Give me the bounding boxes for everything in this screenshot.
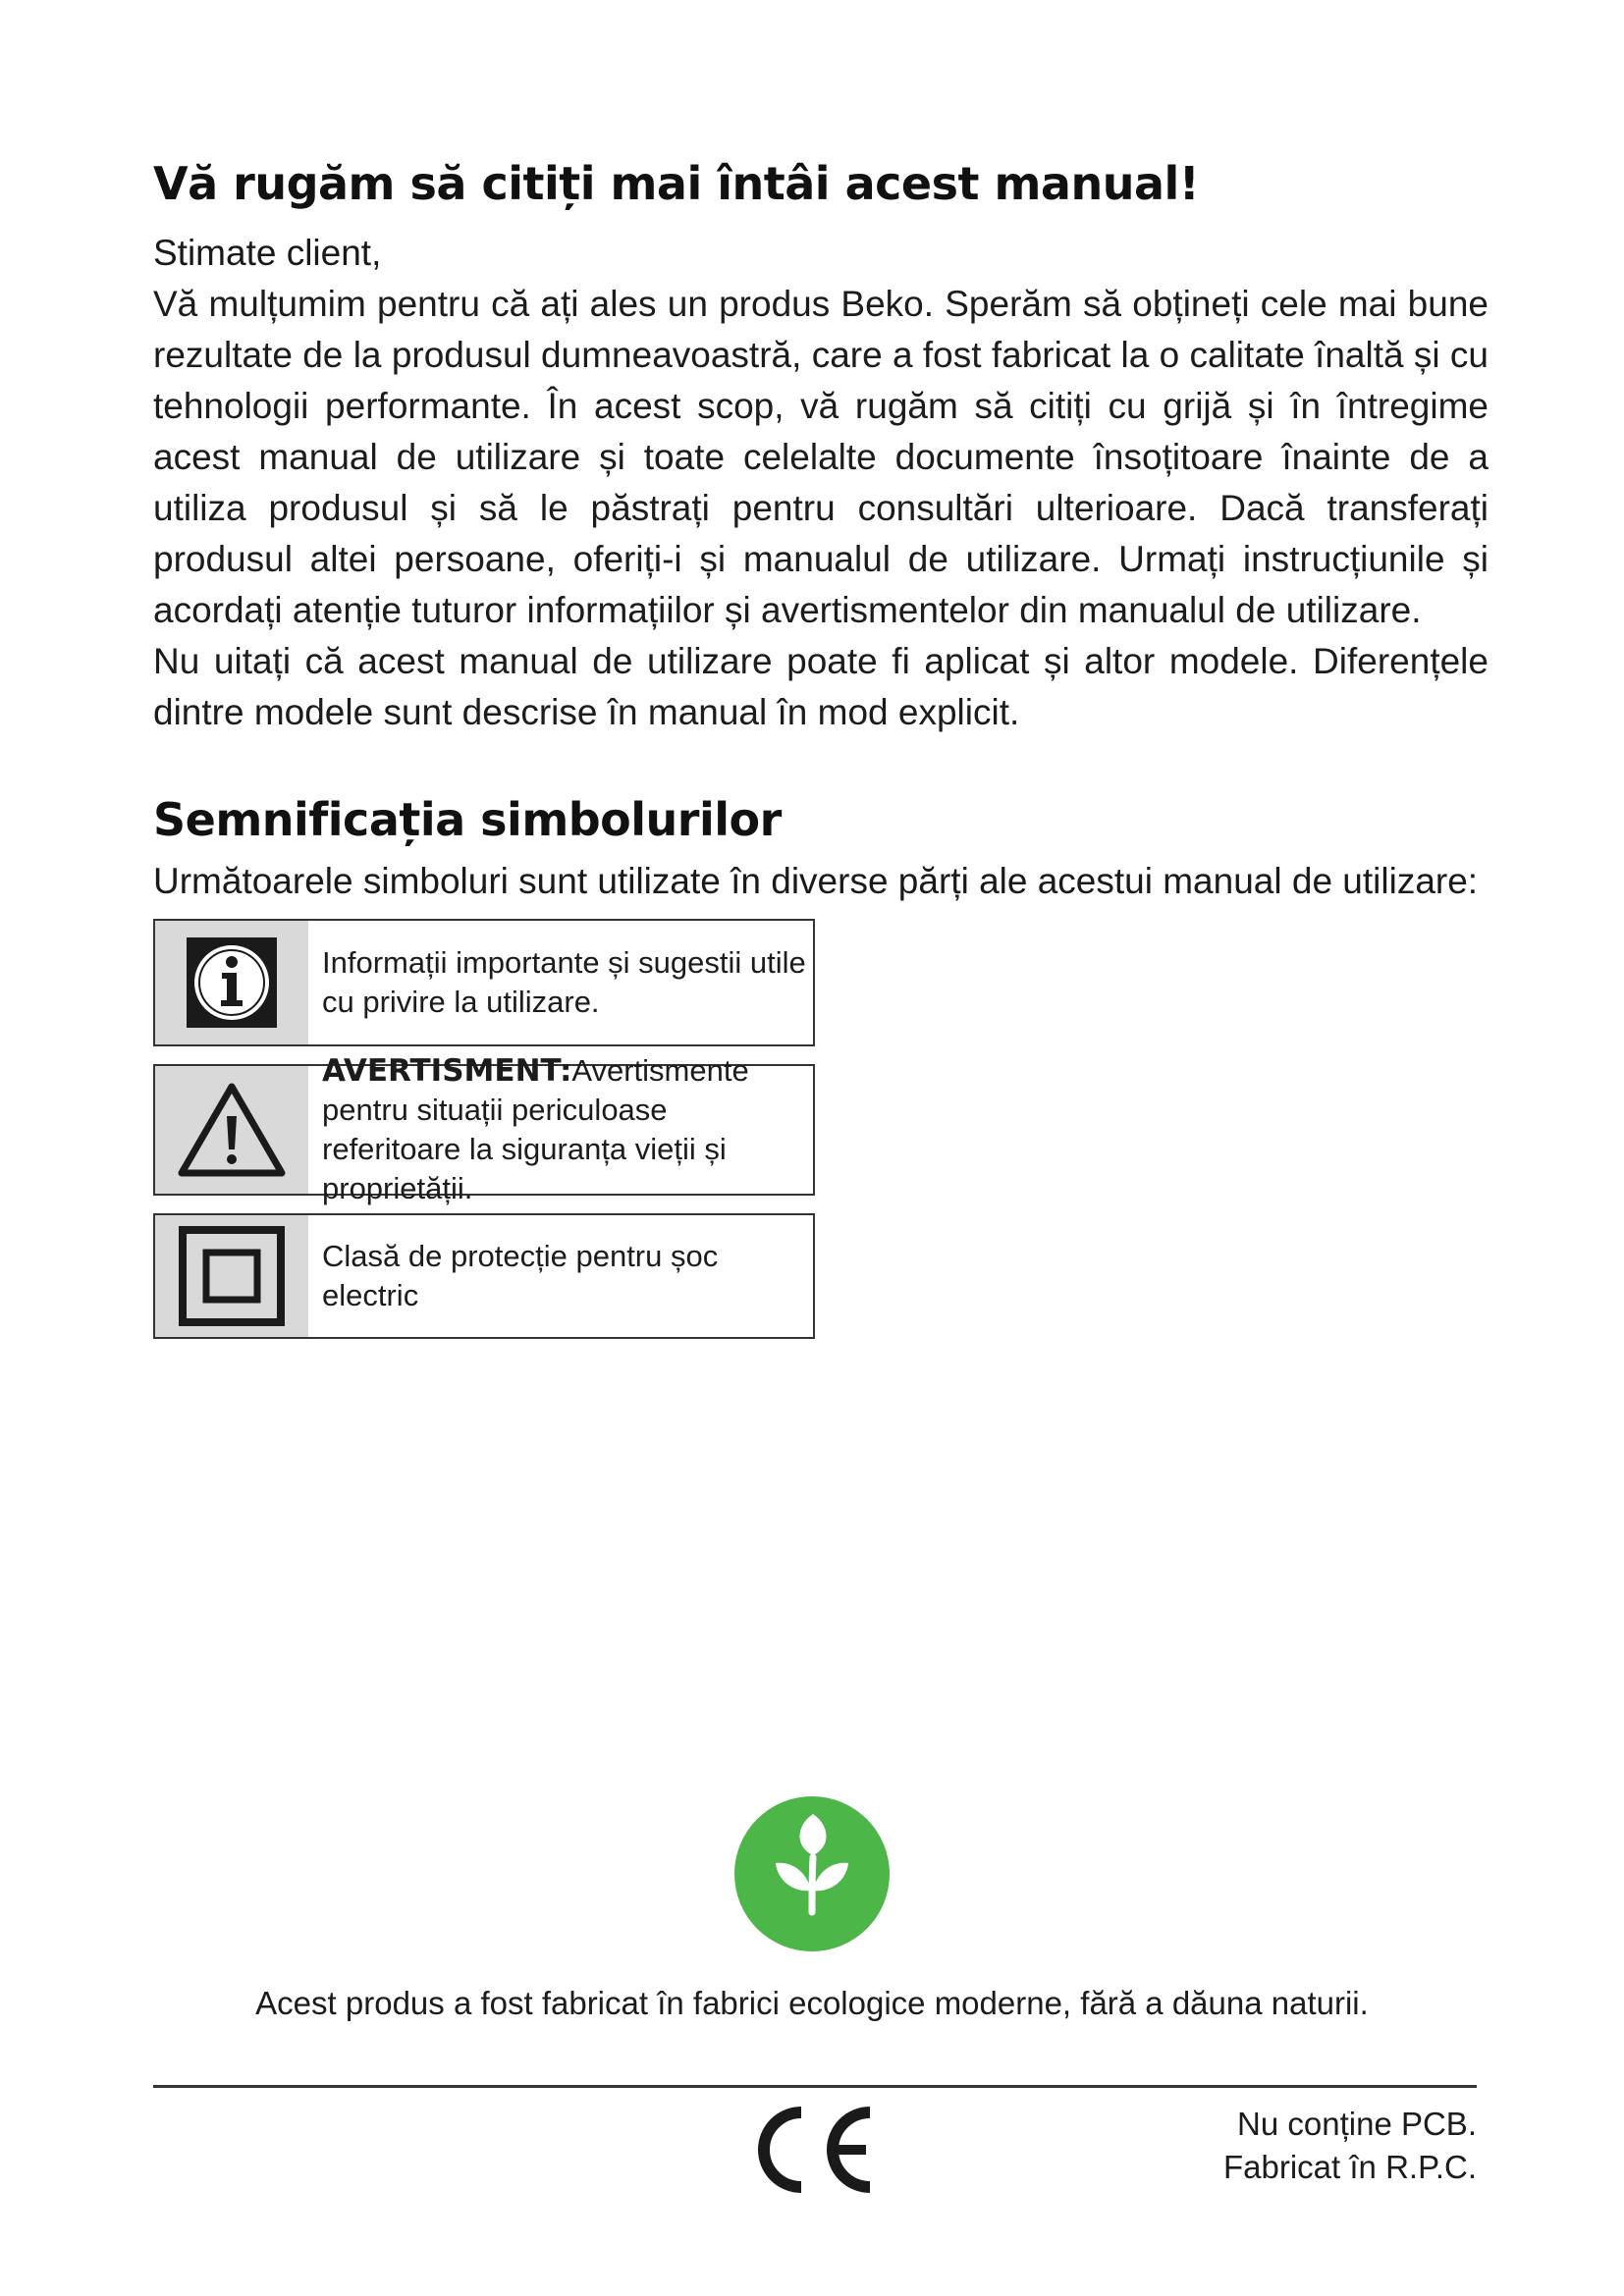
footnote-origin: Fabricat în R.P.C. (1223, 2149, 1477, 2185)
greeting: Stimate client, (153, 233, 382, 273)
models-paragraph: Nu uitați că acest manual de utilizare poate fi aplicat și altor modele. Diferențele dintre modele sunt descrise în manual în mod explicit. (153, 641, 1489, 732)
symbols-intro: Următoarele simboluri sunt utilizate în diverse părți ale acestui manual de utilizare: (153, 861, 1479, 901)
leaf-icon (734, 1796, 890, 1951)
warning-symbol-box (153, 1053, 815, 1205)
protection-symbol-box (153, 1213, 815, 1339)
symbols-section (153, 793, 1489, 1339)
ce-mark-icon (746, 2101, 880, 2204)
footnote (1223, 2103, 1477, 2189)
footer-divider (153, 2085, 1477, 2088)
info-symbol-text: Informații importante și sugestii utile cu privire la utilizare. (322, 945, 806, 1019)
manual-page (153, 157, 1489, 1357)
page-title: Vă rugăm să citiți mai întâi acest manual! (153, 157, 1200, 210)
info-icon (155, 921, 308, 1044)
footnote-pcb: Nu conține PCB. (1237, 2106, 1477, 2142)
intro-paragraph: Vă mulțumim pentru că ați ales un produs Beko. Sperăm să obțineți cele mai bune rezultate de la produsul dumneavoastră, care a fost fabricat la o calitate înaltă și cu tehnologii performante. În acest scop, vă rugăm să citiți cu grijă și în întregime acest manual de utilizare și toate celelalte documente însoțitoare înainte de a utiliza produsul și să le păstrați pentru consultări ulterioare. Dacă transferați produsul altei persoane, oferiți-i și manualul de utilizare. Urmați instrucțiunile și acordați atenție tuturor informațiilor și avertismentelor din manualul de utilizare. (153, 284, 1489, 630)
eco-logo (0, 1796, 1624, 1956)
protection-symbol-text: Clasă de protecție pentru șoc electric (322, 1239, 719, 1312)
section-title: Semnificația simbolurilor (153, 793, 782, 846)
warning-symbol-text: Avertismente pentru situații periculoase referitoare la siguranța vieții și proprietății. (322, 1053, 749, 1205)
protection-class-icon (155, 1215, 308, 1337)
info-symbol-box (153, 919, 815, 1046)
warning-icon (155, 1066, 308, 1194)
warning-label: AVERTISMENT: (322, 1053, 572, 1089)
eco-caption: Acest produs a fost fabricat în fabrici ecologice moderne, fără a dăuna naturii. (255, 1985, 1369, 2021)
